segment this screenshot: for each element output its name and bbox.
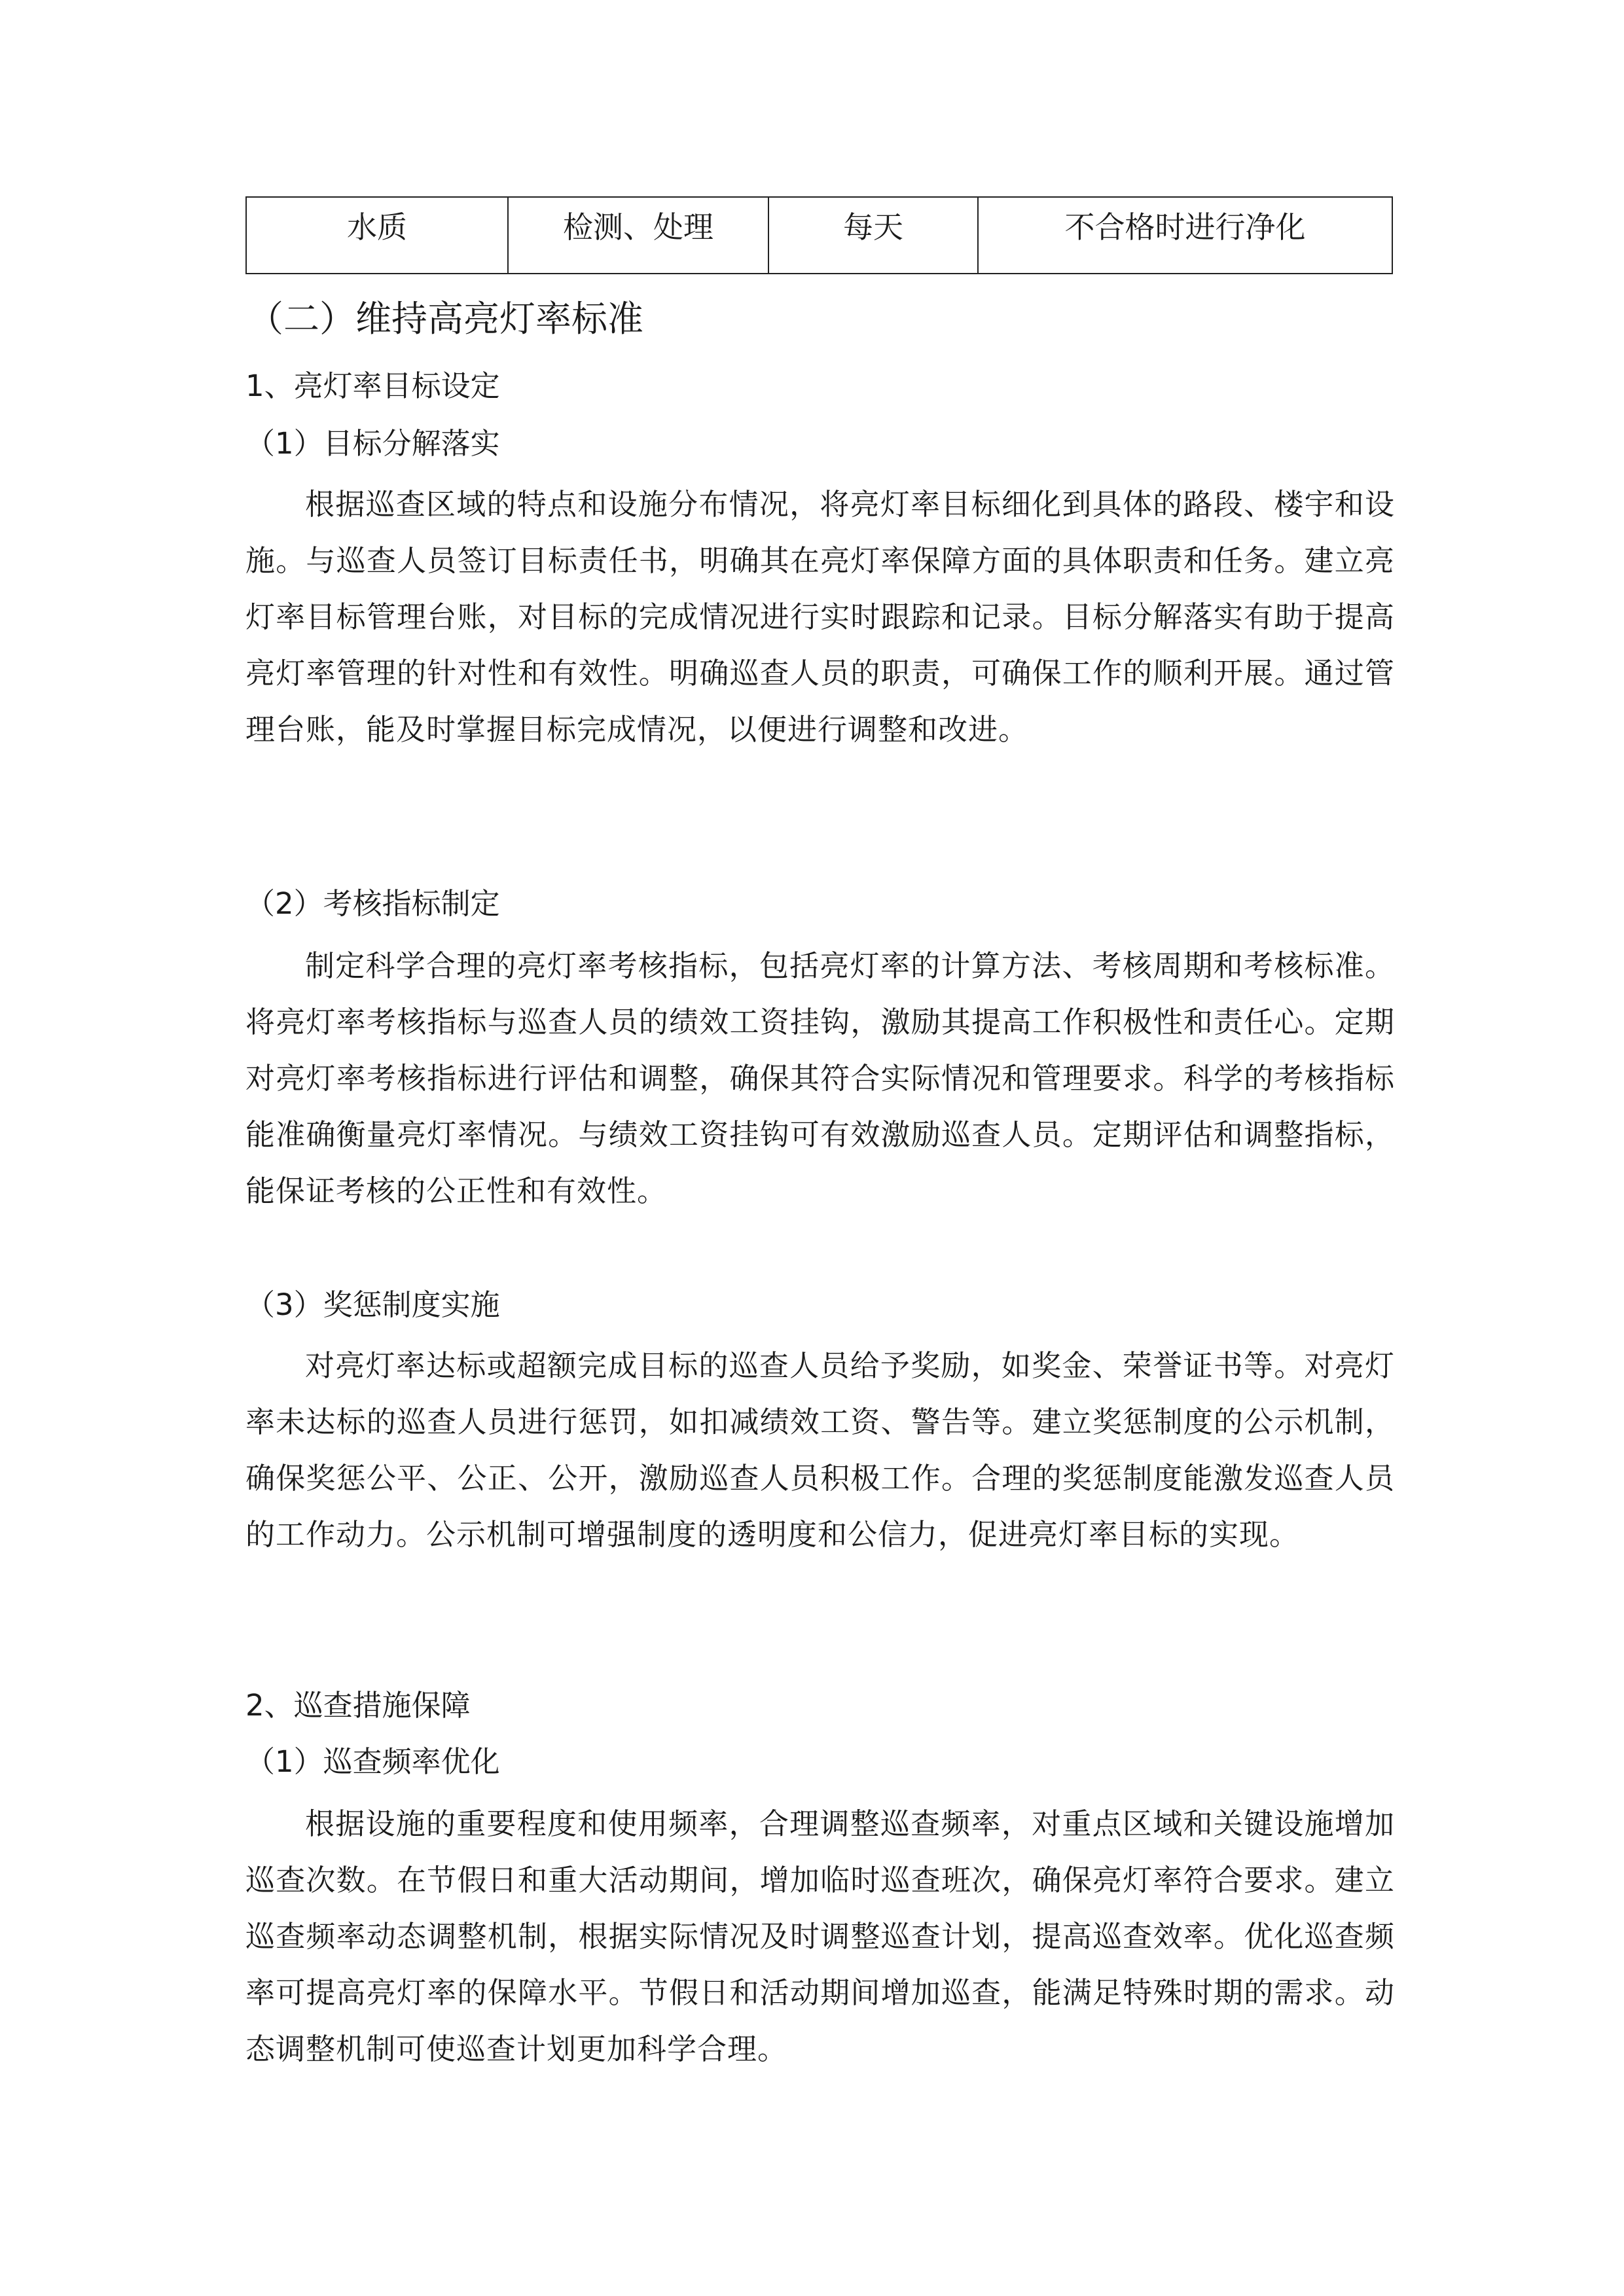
- subheading-1-1: （1）目标分解落实: [245, 426, 500, 461]
- paragraph-2: 制定科学合理的亮灯率考核指标，包括亮灯率的计算方法、考核周期和考核标准。将亮灯率考核指标与巡查人员的绩效工资挂钩，激励其提高工作积极性和责任心。定期对亮灯率考核指标进行评估和调整，确保其符合实际情况和管理要求。科学的考核指标能准确衡量亮灯率情况。与绩效工资挂钩可有效激励巡查人员。定期评估和调整指标，能保证考核的公正性和有效性。: [245, 948, 1395, 1208]
- maintenance-table: [245, 196, 1393, 274]
- table-cell-remark: 不合格时进行净化: [978, 197, 1392, 274]
- paragraph-1: 根据巡查区域的特点和设施分布情况，将亮灯率目标细化到具体的路段、楼宇和设施。与巡查人员签订目标责任书，明确其在亮灯率保障方面的具体职责和任务。建立亮灯率目标管理台账，对目标的完成情况进行实时跟踪和记录。目标分解落实有助于提高亮灯率管理的针对性和有效性。明确巡查人员的职责，可确保工作的顺利开展。通过管理台账，能及时掌握目标完成情况，以便进行调整和改进。: [245, 487, 1395, 747]
- paragraph-4: 根据设施的重要程度和使用频率，合理调整巡查频率，对重点区域和关键设施增加巡查次数。在节假日和重大活动期间，增加临时巡查班次，确保亮灯率符合要求。建立巡查频率动态调整机制，根据实际情况及时调整巡查计划，提高巡查效率。优化巡查频率可提高亮灯率的保障水平。节假日和活动期间增加巡查，能满足特殊时期的需求。动态调整机制可使巡查计划更加科学合理。: [245, 1806, 1395, 2066]
- heading-2: 2、巡查措施保障: [245, 1688, 471, 1723]
- paragraph-3: 对亮灯率达标或超额完成目标的巡查人员给予奖励，如奖金、荣誉证书等。对亮灯率未达标的巡查人员进行惩罚，如扣减绩效工资、警告等。建立奖惩制度的公示机制，确保奖惩公平、公正、公开，激励巡查人员积极工作。合理的奖惩制度能激发巡查人员的工作动力。公示机制可增强制度的透明度和公信力，促进亮灯率目标的实现。: [245, 1348, 1395, 1552]
- subheading-1-3: （3）奖惩制度实施: [245, 1287, 500, 1322]
- table-row: [246, 197, 1392, 274]
- subheading-1-2: （2）考核指标制定: [245, 886, 500, 921]
- subheading-2-1: （1）巡查频率优化: [245, 1744, 500, 1779]
- table-cell-item: 水质: [246, 197, 508, 274]
- heading-1: 1、亮灯率目标设定: [245, 368, 500, 403]
- table-cell-frequency: 每天: [768, 197, 978, 274]
- section-title: （二）维持高亮灯率标准: [247, 298, 644, 340]
- table-cell-method: 检测、处理: [508, 197, 768, 274]
